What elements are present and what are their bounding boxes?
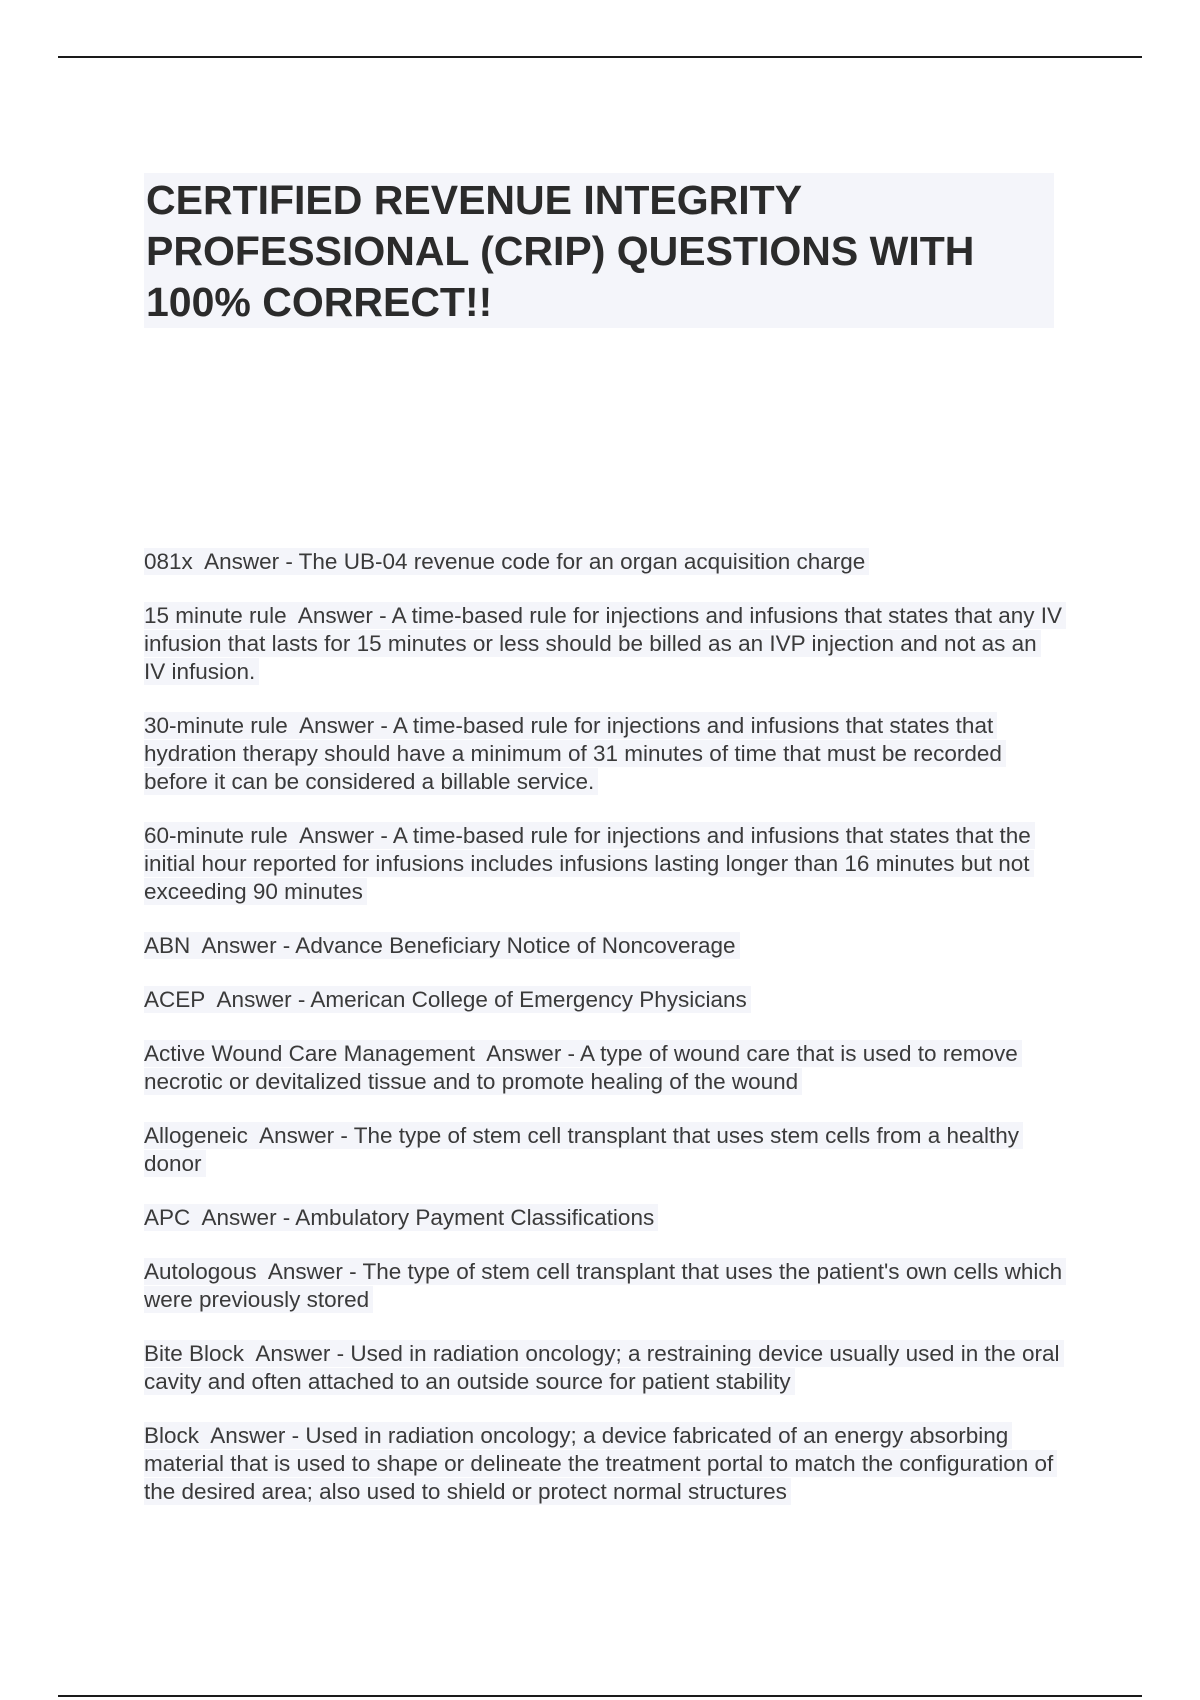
entry-term: ABN <box>144 933 191 958</box>
glossary-entry <box>144 712 1064 796</box>
entry-answer: Answer - Used in radiation oncology; a device fabricated of an energy absorbing material that is used to shape or delineate the treatment portal to match the configuration of the desired area; also used to shield or protect normal structures <box>144 1423 1054 1504</box>
glossary-entry <box>144 1340 1064 1396</box>
glossary-entries <box>144 548 1064 1532</box>
page-footer-rule <box>58 1695 1142 1697</box>
title-block <box>144 173 1054 328</box>
entry-term: Active Wound Care Management <box>144 1041 476 1066</box>
glossary-entry <box>144 986 1064 1014</box>
entry-term: ACEP <box>144 987 206 1012</box>
glossary-entry <box>144 1204 1064 1232</box>
entry-term: Bite Block <box>144 1341 245 1366</box>
entry-answer: Answer - The type of stem cell transplant that uses the patient's own cells which were previously stored <box>144 1259 1063 1312</box>
entry-term: Autologous <box>144 1259 257 1284</box>
entry-answer: Answer - The UB-04 revenue code for an organ acquisition charge <box>204 549 866 574</box>
entry-term: Block <box>144 1423 200 1448</box>
entry-answer: Answer - Advance Beneficiary Notice of Noncoverage <box>201 933 736 958</box>
glossary-entry <box>144 1422 1064 1506</box>
entry-answer: Answer - American College of Emergency Physicians <box>216 987 747 1012</box>
document-title: CERTIFIED REVENUE INTEGRITY PROFESSIONAL (CRIP) QUESTIONS WITH 100% CORRECT!! <box>146 177 975 325</box>
entry-term: 60-minute rule <box>144 823 288 848</box>
glossary-entry <box>144 548 1064 576</box>
entry-answer: Answer - Ambulatory Payment Classifications <box>201 1205 655 1230</box>
entry-term: 081x <box>144 549 193 574</box>
glossary-entry <box>144 932 1064 960</box>
entry-answer: Answer - A time-based rule for injections and infusions that states that hydration therapy should have a minimum of 31 minutes of time that must be recorded before it can be considered a billable service. <box>144 713 1002 794</box>
entry-answer: Answer - A time-based rule for injections and infusions that states that any IV infusion that lasts for 15 minutes or less should be billed as an IVP injection and not as an IV infusion. <box>144 603 1063 684</box>
entry-term: 30-minute rule <box>144 713 288 738</box>
entry-term: APC <box>144 1205 191 1230</box>
entry-answer: Answer - Used in radiation oncology; a restraining device usually used in the oral cavity and often attached to an outside source for patient stability <box>144 1341 1060 1394</box>
glossary-entry <box>144 1040 1064 1096</box>
entry-answer: Answer - A time-based rule for injections and infusions that states that the initial hour reported for infusions includes infusions lasting longer than 16 minutes but not exceeding 90 minutes <box>144 823 1031 904</box>
glossary-entry <box>144 602 1064 686</box>
glossary-entry <box>144 822 1064 906</box>
entry-answer: Answer - The type of stem cell transplant that uses stem cells from a healthy donor <box>144 1123 1020 1176</box>
entry-term: Allogeneic <box>144 1123 248 1148</box>
entry-term: 15 minute rule <box>144 603 287 628</box>
page-header-rule <box>58 56 1142 58</box>
glossary-entry <box>144 1258 1064 1314</box>
glossary-entry <box>144 1122 1064 1178</box>
entry-answer: Answer - A type of wound care that is used to remove necrotic or devitalized tissue and to promote healing of the wound <box>144 1041 1018 1094</box>
